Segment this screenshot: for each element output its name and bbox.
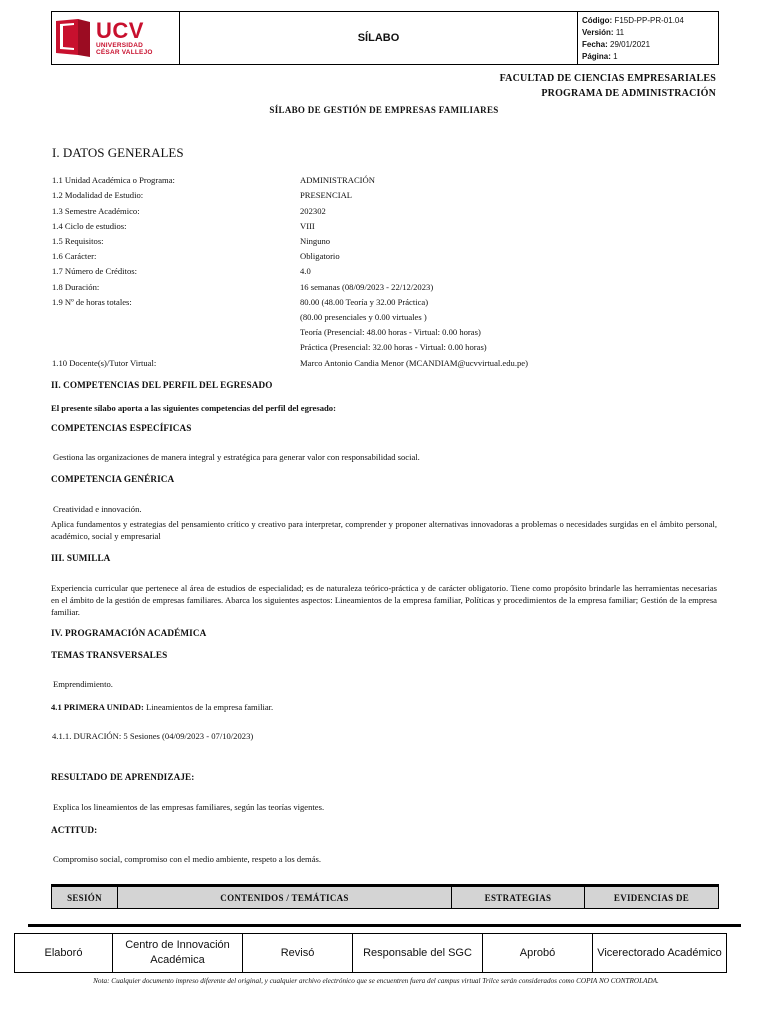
document-header	[51, 11, 719, 65]
column-header-contents: CONTENIDOS / TEMÁTICAS	[118, 887, 452, 908]
section-3-title: III. SUMILLA	[51, 553, 111, 563]
sumilla-text: Experiencia curricular que pertenece al área de estudios de especialidad; es de naturaleza teórico-práctica y de carácter obligatorio. Tiene como propósito brindarle las herramientas necesarias en el ámbito de la gestión de empresas familiares. Abarca los siguientes aspectos: Lineamientos de la empresa familiar, Políticas y procedimientos de la empresa familiar; Gestión de la empresa familiar.	[51, 583, 717, 617]
unit-label: 4.1 PRIMERA UNIDAD:	[51, 702, 144, 712]
footer-elaboro: Elaboró	[15, 934, 113, 972]
faculty-heading: FACULTAD DE CIENCIAS EMPRESARIALES	[499, 73, 716, 84]
footer-aprobo: Aprobó	[483, 934, 593, 972]
learning-result-text: Explica los lineamientos de las empresas familiares, según las teorías vigentes.	[53, 802, 325, 812]
meta-version: Versión: 11	[582, 28, 625, 37]
generic-competency-item: Creatividad e innovación.	[53, 504, 142, 514]
sessions-table-header	[51, 884, 719, 909]
unit-name: Lineamientos de la empresa familiar.	[146, 702, 274, 712]
footer-reviso: Revisó	[243, 934, 353, 972]
footer-aprobo-value: Vicerectorado Académico	[597, 946, 722, 959]
attitude-text: Compromiso social, compromiso con el medio ambiente, respeto a los demás.	[53, 854, 322, 864]
footer-note: Nota: Cualquier documento impreso diferente del original, y cualquier archivo electrónico que se encuentren fuera del campus virtual Trilce serán considerados como COPIA NO CONTROLADA.	[93, 977, 659, 985]
document-title: SÍLABO	[180, 12, 578, 64]
general-row: Práctica (Presencial: 32.00 horas - Virtual: 0.00 horas)	[300, 342, 487, 352]
unit-duration: 4.1.1. DURACIÓN: 5 Sesiones (04/09/2023 - 07/10/2023)	[52, 731, 254, 741]
program-heading: PROGRAMA DE ADMINISTRACIÓN	[541, 88, 716, 99]
logo-text	[96, 20, 153, 56]
ucv-logo-icon	[56, 19, 92, 57]
general-row: 1.9 Nº de horas totales: 80.00 (48.00 Teoría y 32.00 Práctica)	[52, 297, 429, 307]
general-row: (80.00 presenciales y 0.00 virtuales )	[300, 312, 427, 322]
attitude-title: ACTITUD:	[51, 825, 98, 835]
learning-result-title: RESULTADO DE APRENDIZAJE:	[51, 772, 195, 782]
general-row: 1.7 Número de Créditos: 4.0	[52, 266, 311, 276]
specific-competencies-title: COMPETENCIAS ESPECÍFICAS	[51, 423, 192, 433]
document-meta	[578, 12, 718, 64]
general-row: 1.4 Ciclo de estudios: VIII	[52, 221, 315, 231]
general-row: 1.6 Carácter: Obligatorio	[52, 251, 340, 261]
section-1-title: I. DATOS GENERALES	[52, 145, 184, 160]
syllabus-title: SÍLABO DE GESTIÓN DE EMPRESAS FAMILIARES	[269, 105, 499, 115]
general-row: 1.3 Semestre Académico: 202302	[52, 206, 326, 216]
logo-brand: UCV	[96, 18, 144, 43]
general-row: 1.2 Modalidad de Estudio: PRESENCIAL	[52, 190, 353, 200]
logo-sub1: UNIVERSIDAD	[96, 42, 143, 49]
transversal-topics-title: TEMAS TRANSVERSALES	[51, 650, 168, 660]
first-unit-line	[51, 702, 273, 712]
transversal-topics-text: Emprendimiento.	[53, 679, 113, 689]
general-row: 1.5 Requisitos: Ninguno	[52, 236, 331, 246]
column-header-strategies: ESTRATEGIAS	[452, 887, 585, 908]
general-row: 1.8 Duración: 16 semanas (08/09/2023 - 22/12/2023)	[52, 282, 434, 292]
general-row: 1.1 Unidad Académica o Programa: ADMINISTRACIÓN	[52, 175, 375, 185]
meta-code: Código: F15D-PP-PR-01.04	[582, 16, 684, 25]
generic-competency-description: Aplica fundamentos y estrategias del pensamiento crítico y creativo para interpretar, comprender y proponer alternativas innovadoras a problemas o necesidades surgidas en el ámbito personal, académico, social y empresarial	[51, 519, 717, 541]
generic-competency-title: COMPETENCIA GENÉRICA	[51, 474, 175, 484]
meta-page: Página: 1	[582, 52, 618, 61]
logo-cell	[52, 12, 180, 64]
column-header-evidence: EVIDENCIAS DE	[613, 892, 690, 903]
column-header-session: SESIÓN	[52, 887, 118, 908]
meta-date: Fecha: 29/01/2021	[582, 40, 651, 49]
specific-competency-text: Gestiona las organizaciones de manera integral y estratégica para generar valor con responsabilidad social.	[53, 452, 420, 462]
general-row: Teoría (Presencial: 48.00 horas - Virtual: 0.00 horas)	[300, 327, 481, 337]
competencies-intro: El presente sílabo aporta a las siguientes competencias del perfil del egresado:	[51, 403, 336, 413]
logo-sub2: CÉSAR VALLEJO	[96, 49, 153, 56]
section-2-title: II. COMPETENCIAS DEL PERFIL DEL EGRESADO	[51, 380, 273, 390]
footer-elaboro-value: Centro de Innovación Académica	[113, 934, 243, 972]
footer-divider	[28, 924, 741, 927]
footer-reviso-value: Responsable del SGC	[353, 934, 483, 972]
general-row: 1.10 Docente(s)/Tutor Virtual: Marco Antonio Candia Menor (MCANDIAM@ucvvirtual.edu.pe)	[52, 358, 528, 368]
section-4-title: IV. PROGRAMACIÓN ACADÉMICA	[51, 628, 207, 638]
approval-footer	[14, 933, 727, 973]
